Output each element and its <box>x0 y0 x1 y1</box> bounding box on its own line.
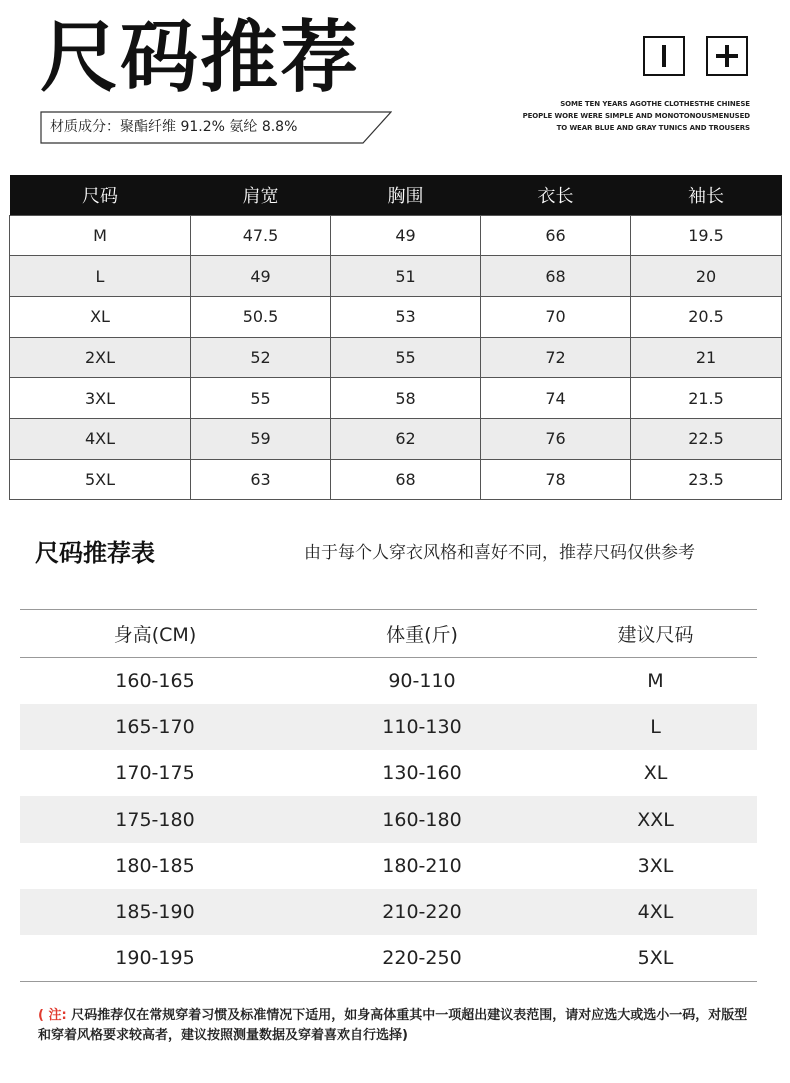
column-header: 胸围 <box>331 175 481 215</box>
plus-icon <box>706 36 748 76</box>
footnote-text: 尺码推荐仅在常规穿着习惯及标准情况下适用，如身高体重其中一项超出建议表范围，请对应选大或选小一码，对版型和穿着风格要求较高者，建议按照测量数据及穿着喜欢自行选择) <box>38 1008 748 1043</box>
chest-cell: 53 <box>331 296 481 337</box>
column-header: 袖长 <box>631 175 782 215</box>
size-table-header <box>10 175 782 215</box>
table-row <box>20 704 757 750</box>
chest-cell: 58 <box>331 378 481 419</box>
length-cell: 70 <box>481 296 631 337</box>
size-cell: 4XL <box>10 418 191 459</box>
sleeve-cell: 20 <box>631 256 782 297</box>
page-title: 尺码推荐 <box>40 13 361 103</box>
length-cell: 78 <box>481 459 631 500</box>
shoulder-cell: 55 <box>191 378 331 419</box>
size-cell: 2XL <box>10 337 191 378</box>
length-cell: 66 <box>481 215 631 256</box>
slogan-line: TO WEAR BLUE AND GRAY TUNICS AND TROUSERS <box>556 124 750 132</box>
recommend-note: 由于每个人穿衣风格和喜好不同，推荐尺码仅供参考 <box>304 543 695 563</box>
sleeve-cell: 22.5 <box>631 418 782 459</box>
weight-cell: 180-210 <box>382 854 462 877</box>
suggested-size-cell: M <box>647 669 664 692</box>
length-cell: 74 <box>481 378 631 419</box>
weight-cell: 220-250 <box>290 935 554 981</box>
table-row <box>20 750 757 796</box>
chest-cell: 62 <box>331 418 481 459</box>
height-cell: 185-190 <box>20 889 290 935</box>
shoulder-cell: 49 <box>191 256 331 297</box>
sleeve-cell: 20.5 <box>631 296 782 337</box>
shoulder-cell: 63 <box>191 459 331 500</box>
size-cell: M <box>10 215 191 256</box>
weight-cell: 90-110 <box>388 669 456 692</box>
sleeve-cell: 21 <box>631 337 782 378</box>
size-cell: 5XL <box>10 459 191 500</box>
size-table <box>9 175 782 500</box>
length-cell: 76 <box>481 418 631 459</box>
slogan-line: PEOPLE WORE WERE SIMPLE AND MONOTONOUSMENUSED <box>522 112 750 120</box>
suggested-size-cell: 3XL <box>637 854 674 877</box>
table-row <box>10 256 782 297</box>
size-cell: 3XL <box>10 378 191 419</box>
column-header: 体重(斤) <box>290 610 554 658</box>
material-box <box>40 111 392 144</box>
height-cell: 190-195 <box>20 935 290 981</box>
table-row <box>10 337 782 378</box>
height-cell: 160-165 <box>115 669 195 692</box>
chest-cell: 49 <box>331 215 481 256</box>
shoulder-cell: 59 <box>191 418 331 459</box>
chest-cell: 51 <box>331 256 481 297</box>
table-row <box>10 378 782 419</box>
table-row <box>10 296 782 337</box>
table-row <box>10 459 782 500</box>
column-header: 尺码 <box>10 175 191 215</box>
shoulder-cell: 52 <box>191 337 331 378</box>
size-cell: XL <box>10 296 191 337</box>
footnote-prefix: ( 注: <box>38 1008 67 1023</box>
footnote <box>38 1006 758 1046</box>
weight-cell: 110-130 <box>290 704 554 750</box>
sleeve-cell: 19.5 <box>631 215 782 256</box>
suggested-size-cell: XXL <box>554 796 757 842</box>
chest-cell: 55 <box>331 337 481 378</box>
slogan-line: SOME TEN YEARS AGOTHE CLOTHESTHE CHINESE <box>560 100 750 108</box>
table-row <box>10 215 782 256</box>
shoulder-cell: 47.5 <box>191 215 331 256</box>
suggested-size-cell: L <box>554 704 757 750</box>
height-cell: 165-170 <box>20 704 290 750</box>
sleeve-cell: 23.5 <box>631 459 782 500</box>
table-row <box>10 418 782 459</box>
suggested-size-cell: XL <box>643 762 668 785</box>
table-row <box>20 796 757 842</box>
shoulder-cell: 50.5 <box>191 296 331 337</box>
table-row <box>20 889 757 935</box>
recommend-title: 尺码推荐表 <box>35 539 155 567</box>
suggested-size-cell: 5XL <box>554 935 757 981</box>
slogan <box>520 98 750 134</box>
material-text: 材质成分：聚酯纤维 91.2% 氨纶 8.8% <box>50 119 298 135</box>
weight-cell: 210-220 <box>290 889 554 935</box>
recommend-table <box>20 609 757 982</box>
column-header: 肩宽 <box>191 175 331 215</box>
height-cell: 180-185 <box>115 854 195 877</box>
chest-cell: 68 <box>331 459 481 500</box>
sleeve-cell: 21.5 <box>631 378 782 419</box>
line-icon <box>643 36 685 76</box>
size-cell: L <box>10 256 191 297</box>
length-cell: 72 <box>481 337 631 378</box>
column-header: 衣长 <box>481 175 631 215</box>
table-row <box>20 658 757 704</box>
column-header: 身高(CM) <box>20 610 290 658</box>
table-row <box>20 935 757 981</box>
suggested-size-cell: 4XL <box>554 889 757 935</box>
height-cell: 175-180 <box>20 796 290 842</box>
length-cell: 68 <box>481 256 631 297</box>
table-row <box>20 843 757 889</box>
weight-cell: 130-160 <box>382 762 462 785</box>
recommend-table-header <box>20 610 757 658</box>
height-cell: 170-175 <box>115 762 195 785</box>
weight-cell: 160-180 <box>290 796 554 842</box>
column-header: 建议尺码 <box>554 610 757 658</box>
